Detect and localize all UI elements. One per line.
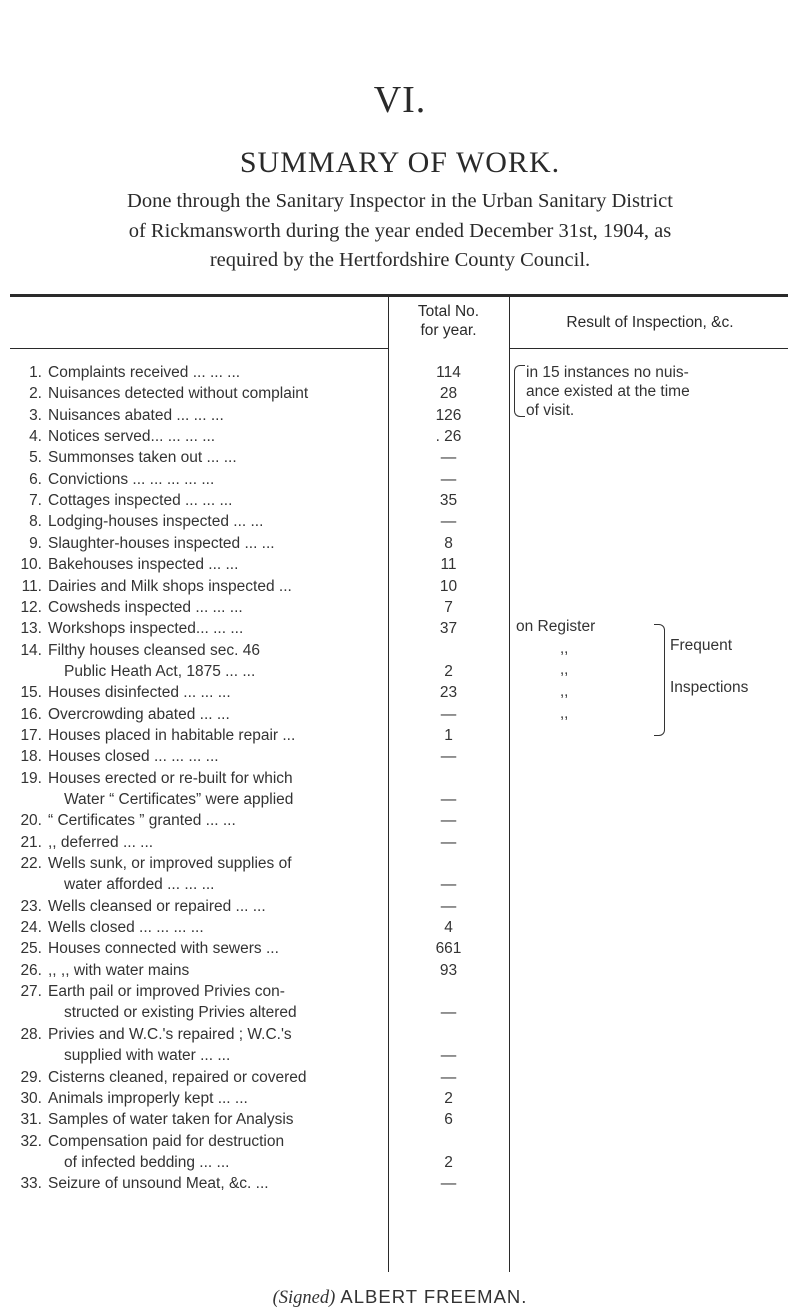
row-number: 20. <box>20 812 42 830</box>
row-label: ,, ,, with water mains <box>48 961 190 979</box>
row-label-continued: water afforded ... ... ... <box>64 876 215 894</box>
row-total: — <box>440 812 457 830</box>
row-label-continued: structed or existing Privies altered <box>64 1004 297 1022</box>
row-number: 27. <box>20 983 42 1001</box>
intro-line-2: of Rickmansworth during the year ended December 31st, 1904, as <box>128 220 672 242</box>
row-label: Houses connected with sewers ... <box>48 940 279 958</box>
row-label: Animals improperly kept ... ... <box>48 1089 248 1107</box>
row-number: 11. <box>21 577 42 595</box>
row-label: Summonses taken out ... ... <box>48 449 237 467</box>
row-total: 126 <box>435 406 462 424</box>
row-number: 31. <box>20 1111 42 1129</box>
row-number: 6. <box>29 470 42 488</box>
row-number: 33. <box>20 1175 42 1193</box>
column-divider-2 <box>509 294 510 1272</box>
row-label: Houses disinfected ... ... ... <box>48 684 231 702</box>
row-total: — <box>440 449 457 467</box>
row-label-continued: of infected bedding ... ... <box>64 1153 230 1171</box>
row-label: Cisterns cleaned, repaired or covered <box>48 1068 307 1086</box>
row-label: Lodging-houses inspected ... ... <box>48 513 264 531</box>
row-total: — <box>440 748 457 766</box>
row-number: 17. <box>20 726 42 744</box>
row-label: Houses closed ... ... ... ... <box>48 748 219 766</box>
header-underline-left <box>10 348 388 349</box>
table-top-rule <box>10 294 788 297</box>
row-total: . 26 <box>435 428 462 446</box>
row-label: Wells cleansed or repaired ... ... <box>48 897 266 915</box>
row-number: 9. <box>29 534 42 552</box>
row-number: 24. <box>20 919 42 937</box>
row-label: Notices served... ... ... ... <box>48 428 216 446</box>
row-label: Slaughter-houses inspected ... ... <box>48 534 275 552</box>
row-label: ,, deferred ... ... <box>48 833 154 851</box>
row-number: 15. <box>20 684 42 702</box>
row-label: Samples of water taken for Analysis <box>48 1111 294 1129</box>
row-total: — <box>440 705 457 723</box>
row-total: 37 <box>439 620 458 638</box>
row-total: 2 <box>444 1153 453 1171</box>
row-number: 8. <box>29 513 42 531</box>
row-total: — <box>440 876 457 894</box>
header-total-line-1: Total No. <box>417 303 480 320</box>
row-label-continued: Public Heath Act, 1875 ... ... <box>64 662 256 680</box>
row-label: Houses erected or re-built for which <box>48 769 293 787</box>
row-total: 8 <box>444 534 453 552</box>
row-label: Dairies and Milk shops inspected ... <box>48 577 292 595</box>
row-total: — <box>440 1068 457 1086</box>
row-label: Convictions ... ... ... ... ... <box>48 470 215 488</box>
ditto-mark: ,, <box>560 640 569 657</box>
row-number: 12. <box>20 598 42 616</box>
row-label: Cottages inspected ... ... ... <box>48 492 233 510</box>
row-total: — <box>440 790 457 808</box>
page-title: SUMMARY OF WORK. <box>239 146 561 179</box>
row-total: 35 <box>439 492 458 510</box>
row-number: 1. <box>29 364 42 381</box>
header-total-no <box>388 302 509 340</box>
row-total: 4 <box>444 919 453 937</box>
row-number: 21. <box>20 833 42 851</box>
row-number: 4. <box>29 428 42 446</box>
intro-line-3: required by the Hertfordshire County Council. <box>209 249 591 271</box>
intro-line-1: Done through the Sanitary Inspector in the Urban Sanitary District <box>127 190 673 212</box>
row-number: 7. <box>29 492 42 510</box>
complaints-note-line-2: ance existed at the time <box>526 383 690 400</box>
row-number: 28. <box>20 1025 42 1043</box>
row-total: 93 <box>439 961 458 979</box>
frequent-label: Frequent <box>670 637 733 654</box>
row-total: 114 <box>436 364 461 381</box>
ditto-mark: ,, <box>560 705 569 722</box>
row-label: Earth pail or improved Privies con- <box>48 983 285 1001</box>
row-label: Wells sunk, or improved supplies of <box>48 855 292 873</box>
row-label: Filthy houses cleansed sec. 46 <box>48 641 260 659</box>
row-label: “ Certificates ” granted ... ... <box>48 812 236 830</box>
row-label: Houses placed in habitable repair ... <box>48 726 296 744</box>
section-number: VI. <box>373 79 427 121</box>
row-number: 26. <box>20 961 42 979</box>
header-result: Result of Inspection, &c. <box>566 314 734 331</box>
complaints-note-line-1: in 15 instances no nuis- <box>526 364 689 381</box>
row-number: 23. <box>20 897 42 915</box>
signature <box>0 1286 800 1309</box>
row-number: 25. <box>20 940 42 958</box>
row-number: 14. <box>20 641 42 659</box>
row-label: Nuisances detected without complaint <box>48 385 309 403</box>
row-total: 2 <box>444 1089 453 1107</box>
row-label: Workshops inspected... ... ... <box>48 620 244 638</box>
ditto-mark: ,, <box>560 683 569 700</box>
row-total: — <box>440 1175 457 1193</box>
header-underline-right <box>509 348 788 349</box>
row-label: Bakehouses inspected ... ... <box>48 556 239 574</box>
row-number: 13. <box>20 620 42 638</box>
row-number: 10. <box>20 556 42 574</box>
row-number: 2. <box>29 385 42 403</box>
row-number: 3. <box>29 406 42 424</box>
row-total: — <box>440 1047 457 1065</box>
row-total: 661 <box>435 940 462 958</box>
ditto-mark: ,, <box>560 661 569 678</box>
row-total: 7 <box>444 598 453 616</box>
row-total: 2 <box>444 662 453 680</box>
register-label: on Register <box>516 618 596 635</box>
row-label: Cowsheds inspected ... ... ... <box>48 598 243 616</box>
right-brace <box>654 624 665 736</box>
row-number: 18. <box>20 748 42 766</box>
row-total: — <box>440 513 457 531</box>
row-total: 11 <box>440 556 457 574</box>
complaints-note-line-3: of visit. <box>526 402 575 419</box>
row-label: Compensation paid for destruction <box>48 1132 285 1150</box>
row-label: Wells closed ... ... ... ... <box>48 919 204 937</box>
row-number: 32. <box>20 1132 42 1150</box>
row-number: 29. <box>20 1068 42 1086</box>
row-total: 1 <box>444 726 453 744</box>
row-label: Seizure of unsound Meat, &c. ... <box>48 1175 269 1193</box>
left-brace <box>514 365 525 417</box>
row-total: 28 <box>439 385 458 403</box>
row-total: — <box>440 833 457 851</box>
row-number: 19. <box>20 769 42 787</box>
row-number: 22. <box>20 855 42 873</box>
row-number: 16. <box>20 705 42 723</box>
row-number: 30. <box>20 1089 42 1107</box>
header-total-line-2: for year. <box>420 322 477 339</box>
signatory-name: ALBERT FREEMAN. <box>340 1286 528 1307</box>
row-number: 5. <box>29 449 42 467</box>
row-label: Complaints received ... ... ... <box>48 364 241 381</box>
row-label-continued: supplied with water ... ... <box>64 1047 231 1065</box>
row-label: Privies and W.C.'s repaired ; W.C.'s <box>48 1025 292 1043</box>
row-label: Overcrowding abated ... ... <box>48 705 230 723</box>
row-total: 6 <box>444 1111 453 1129</box>
row-total: — <box>440 1004 457 1022</box>
inspections-label: Inspections <box>670 679 749 696</box>
row-total: 10 <box>439 577 458 595</box>
row-total: 23 <box>439 684 458 702</box>
signed-label: (Signed) <box>272 1288 336 1308</box>
row-total: — <box>440 897 457 915</box>
row-label-continued: Water “ Certificates” were applied <box>64 790 294 808</box>
row-total: — <box>440 470 457 488</box>
row-label: Nuisances abated ... ... ... <box>48 406 224 424</box>
